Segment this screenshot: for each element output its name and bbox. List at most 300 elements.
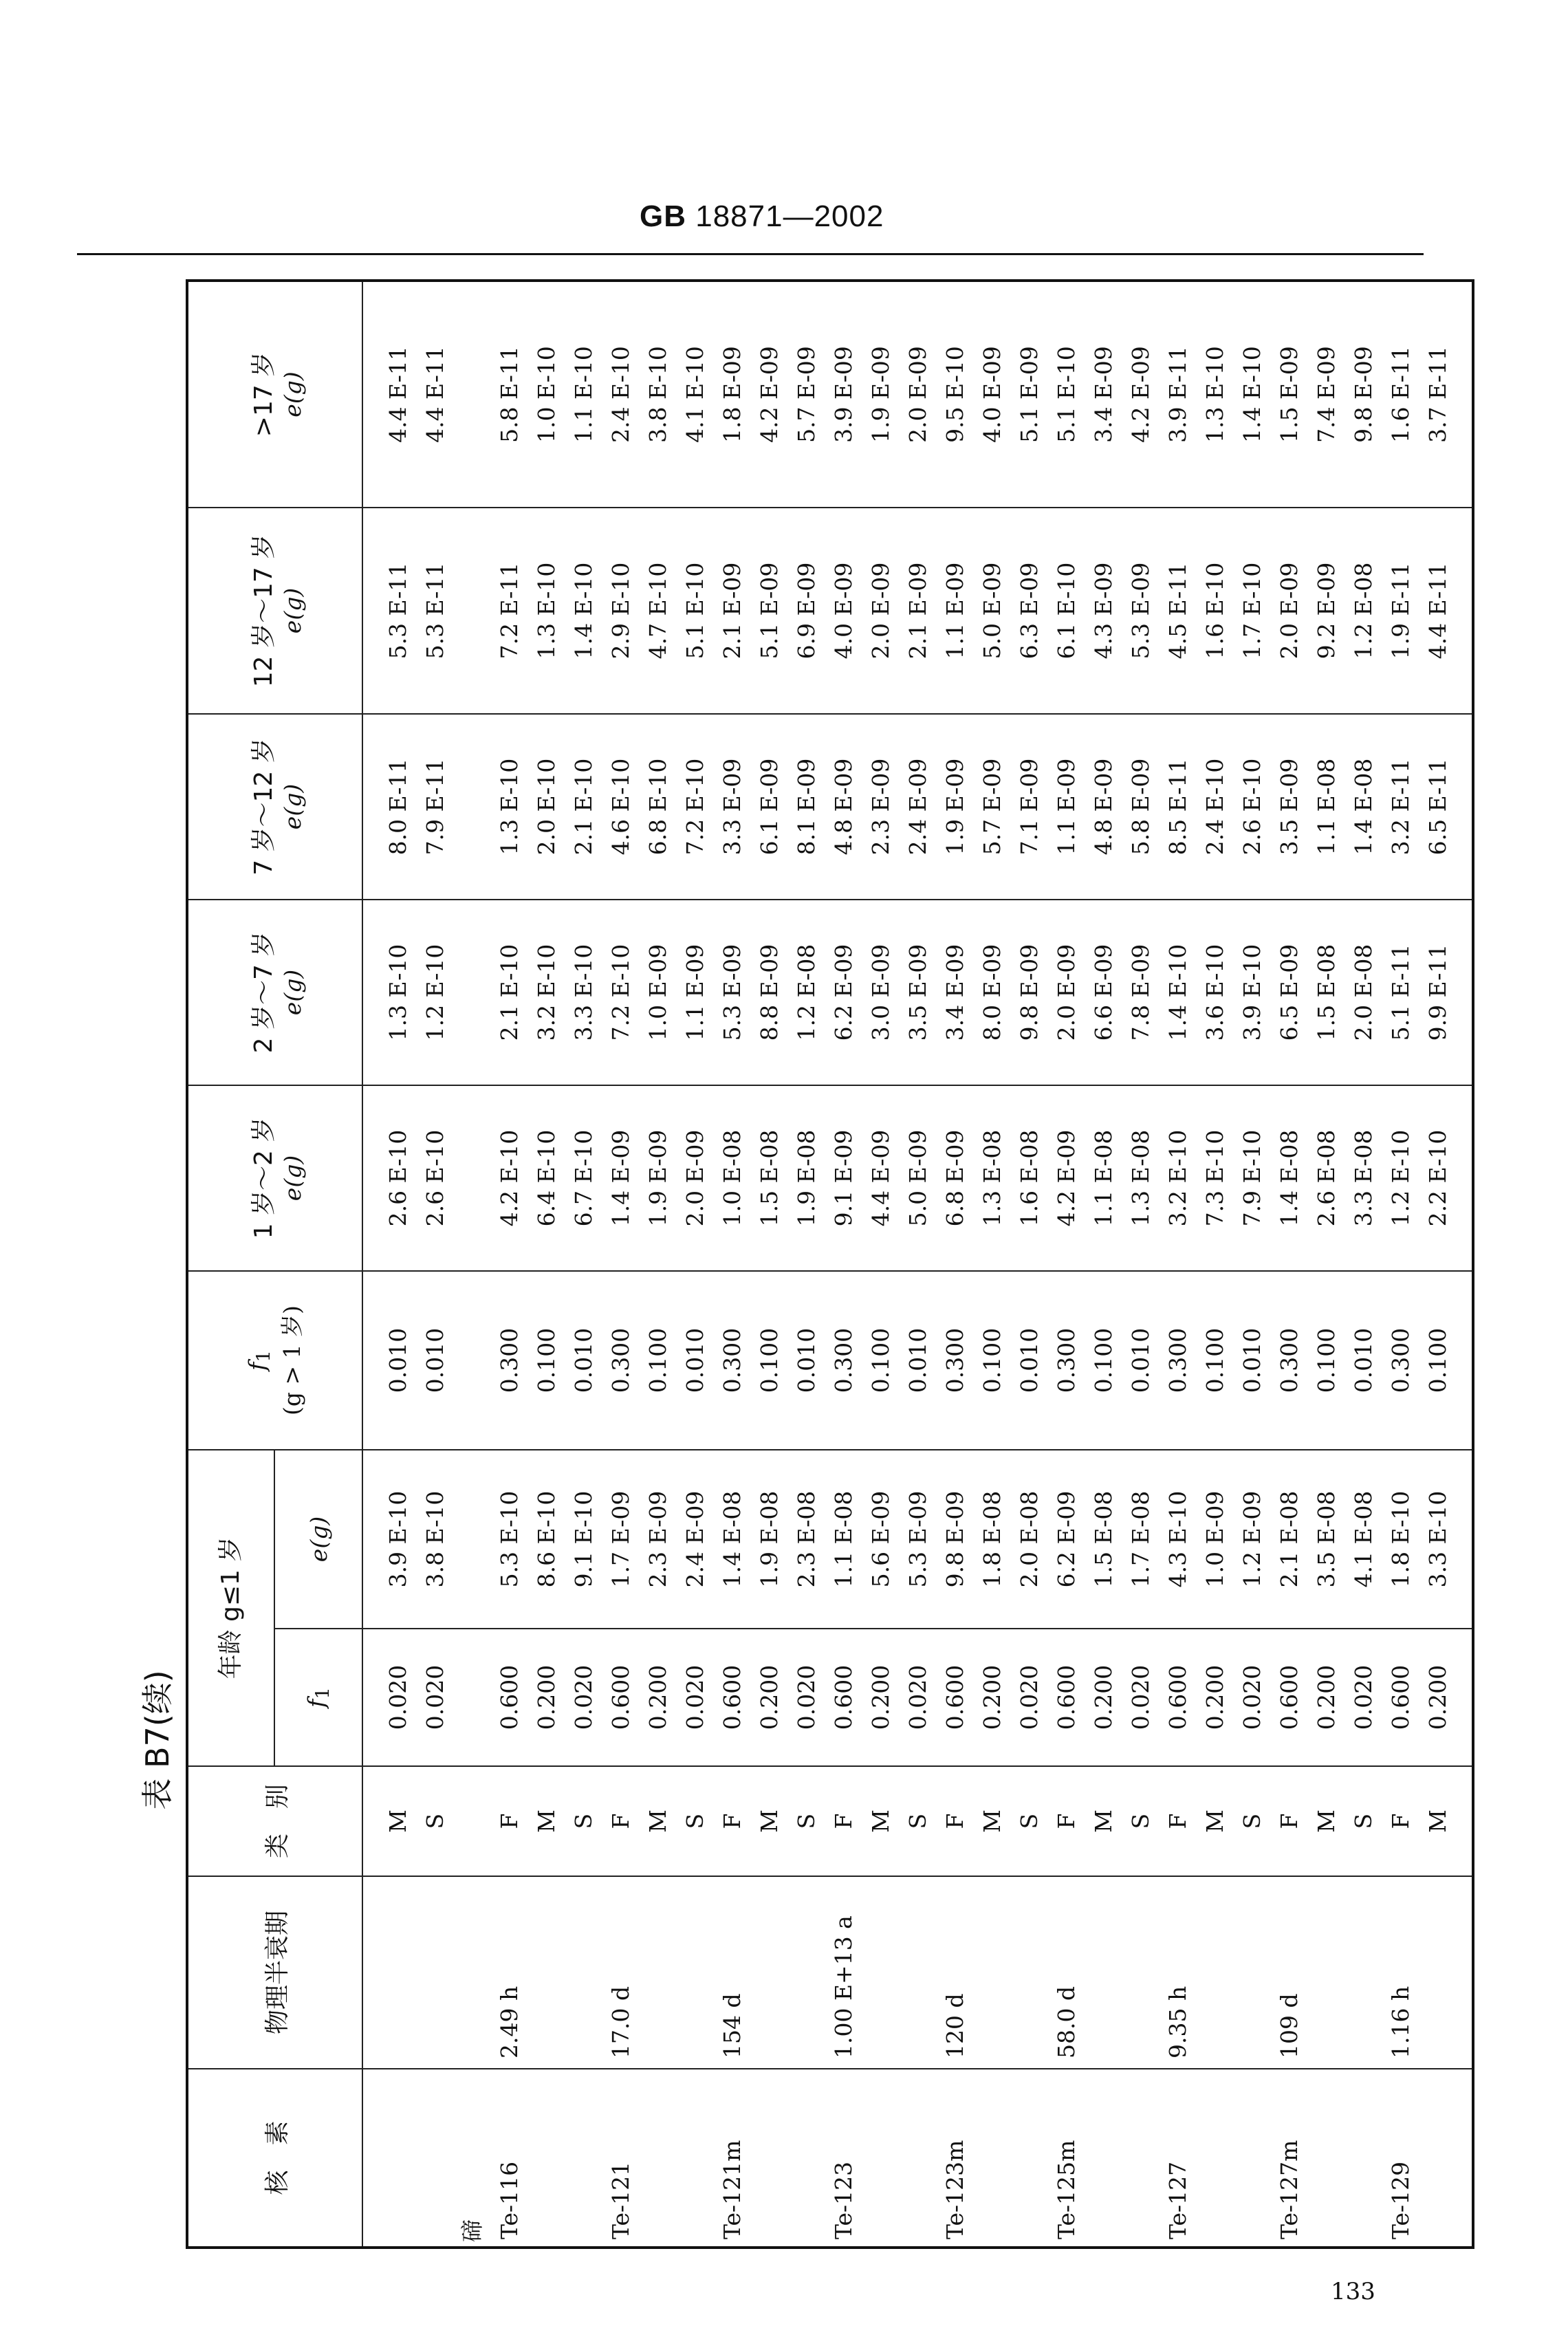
cell-type: M [1085,1766,1122,1876]
cell-e-infant: 5.3 E-10 [491,1450,528,1629]
cell-e17: 3.8 E-10 [640,281,677,508]
cell-e17: 2.0 E-09 [900,281,937,508]
table-row [602,281,640,2248]
cell-e-infant: 2.0 E-08 [1011,1450,1048,1629]
cell-e17: 1.1 E-10 [565,281,602,508]
cell-type: M [1419,1766,1473,1876]
cell-nuclide [862,2069,900,2248]
cell-half-life [362,1876,417,2069]
header-type: 类 别 [187,1766,362,1876]
cell-e7-12: 3.3 E-09 [714,714,751,900]
cell-type: F [1048,1766,1085,1876]
cell-e7-12: 2.4 E-09 [900,714,937,900]
cell-e7-12: 2.0 E-10 [528,714,565,900]
cell-f1: 0.100 [974,1271,1011,1450]
cell-e7-12: 4.6 E-10 [602,714,640,900]
cell-type: F [491,1766,528,1876]
cell-e12-17: 5.3 E-11 [417,508,454,714]
cell-e1-2: 2.6 E-08 [1308,1085,1345,1271]
cell-type: M [751,1766,788,1876]
cell-e-infant: 1.8 E-08 [974,1450,1011,1629]
table-row [1122,281,1159,2248]
cell-e2-7: 1.3 E-10 [362,900,417,1085]
cell-e1-2: 1.4 E-08 [1271,1085,1308,1271]
cell-e17: 7.4 E-09 [1308,281,1345,508]
cell-type: F [602,1766,640,1876]
cell-e2-7: 3.0 E-09 [862,900,900,1085]
cell-e-infant: 4.3 E-10 [1159,1450,1197,1629]
header-eg-infant: e(g) [274,1450,362,1629]
cell-f1-infant: 0.020 [900,1629,937,1766]
cell-f1-infant: 0.020 [1122,1629,1159,1766]
table-row [751,281,788,2248]
cell-half-life [862,1876,900,2069]
cell-e2-7: 2.0 E-09 [1048,900,1085,1085]
cell-f1: 0.100 [1419,1271,1473,1450]
cell-nuclide [1308,2069,1345,2248]
cell-e7-12: 5.8 E-09 [1122,714,1159,900]
cell-f1-infant: 0.200 [640,1629,677,1766]
cell-f1-infant: 0.600 [1271,1629,1308,1766]
header-f1-adult-condition: (g > 1 岁) [279,1305,306,1415]
cell-e-infant: 3.8 E-10 [417,1450,454,1629]
cell-e12-17: 1.3 E-10 [528,508,565,714]
table-caption: 表 B7(续) [139,1670,176,1810]
cell-type: F [825,1766,862,1876]
cell-half-life [1234,1876,1271,2069]
document-header-title [640,199,884,234]
cell-e1-2: 2.0 E-09 [677,1085,714,1271]
cell-half-life [751,1876,788,2069]
cell-e12-17: 6.3 E-09 [1011,508,1048,714]
cell-e17: 1.4 E-10 [1234,281,1271,508]
cell-type: F [937,1766,974,1876]
cell-f1-infant: 0.600 [1048,1629,1085,1766]
cell-f1-infant: 0.600 [714,1629,751,1766]
cell-f1: 0.010 [677,1271,714,1450]
cell-e7-12: 2.3 E-09 [862,714,900,900]
rotated-table-area [132,282,1451,2249]
cell-nuclide [1122,2069,1159,2248]
cell-type: M [1308,1766,1345,1876]
cell-nuclide: Te-129 [1382,2069,1419,2248]
table-row [937,281,974,2248]
cell-e-infant: 9.8 E-09 [937,1450,974,1629]
cell-nuclide [1011,2069,1048,2248]
cell-e12-17: 2.9 E-10 [602,508,640,714]
cell-e17: 9.5 E-10 [937,281,974,508]
empty-cell [454,714,491,900]
cell-type: S [677,1766,714,1876]
table-row [1382,281,1419,2248]
cell-e-infant: 1.4 E-08 [714,1450,751,1629]
empty-cell [454,1766,491,1876]
cell-e7-12: 2.4 E-10 [1197,714,1234,900]
cell-nuclide: Te-125m [1048,2069,1085,2248]
cell-f1-infant: 0.020 [788,1629,825,1766]
cell-e1-2: 6.7 E-10 [565,1085,602,1271]
cell-e17: 4.4 E-11 [362,281,417,508]
header-f1-adult [187,1271,362,1450]
cell-e2-7: 7.8 E-09 [1122,900,1159,1085]
cell-e-infant: 8.6 E-10 [528,1450,565,1629]
cell-e1-2: 1.0 E-08 [714,1085,751,1271]
header-age-17-label: >17 岁 [250,351,278,437]
cell-e12-17: 7.2 E-11 [491,508,528,714]
cell-nuclide [1085,2069,1122,2248]
cell-e7-12: 6.8 E-10 [640,714,677,900]
cell-f1: 0.100 [862,1271,900,1450]
cell-e2-7: 3.9 E-10 [1234,900,1271,1085]
cell-e1-2: 7.3 E-10 [1197,1085,1234,1271]
cell-e7-12: 5.7 E-09 [974,714,1011,900]
cell-f1: 0.010 [565,1271,602,1450]
table-row [417,281,454,2248]
cell-f1-infant: 0.020 [362,1629,417,1766]
table-row [788,281,825,2248]
header-f1-infant [274,1629,362,1766]
cell-half-life [640,1876,677,2069]
cell-e2-7: 8.8 E-09 [751,900,788,1085]
cell-type: S [565,1766,602,1876]
cell-f1: 0.300 [602,1271,640,1450]
cell-e1-2: 1.5 E-08 [751,1085,788,1271]
cell-e2-7: 2.1 E-10 [491,900,528,1085]
cell-e2-7: 3.5 E-09 [900,900,937,1085]
cell-f1-infant: 0.020 [1011,1629,1048,1766]
cell-nuclide [1419,2069,1473,2248]
cell-e2-7: 3.4 E-09 [937,900,974,1085]
cell-half-life: 109 d [1271,1876,1308,2069]
header-f1-infant-symbol: f [303,1699,330,1708]
cell-e7-12: 6.1 E-09 [751,714,788,900]
cell-e1-2: 6.4 E-10 [528,1085,565,1271]
cell-e-infant: 4.1 E-08 [1345,1450,1382,1629]
header-gb-mark: GB [640,199,686,233]
cell-half-life [900,1876,937,2069]
empty-cell [454,281,491,508]
cell-e1-2: 1.9 E-08 [788,1085,825,1271]
cell-f1: 0.100 [1308,1271,1345,1450]
cell-half-life [1085,1876,1122,2069]
cell-e1-2: 3.2 E-10 [1159,1085,1197,1271]
cell-e17: 9.8 E-09 [1345,281,1382,508]
cell-e12-17: 4.7 E-10 [640,508,677,714]
cell-f1: 0.010 [900,1271,937,1450]
cell-e7-12: 1.9 E-09 [937,714,974,900]
cell-e12-17: 2.1 E-09 [714,508,751,714]
empty-cell [454,900,491,1085]
table-row [1345,281,1382,2248]
cell-e12-17: 5.0 E-09 [974,508,1011,714]
cell-e12-17: 5.3 E-11 [362,508,417,714]
cell-e17: 1.5 E-09 [1271,281,1308,508]
cell-f1-infant: 0.200 [862,1629,900,1766]
empty-cell [454,1876,491,2069]
cell-e2-7: 3.3 E-10 [565,900,602,1085]
cell-e7-12: 7.1 E-09 [1011,714,1048,900]
cell-half-life: 1.16 h [1382,1876,1419,2069]
header-age-2-7 [187,900,362,1085]
cell-f1: 0.010 [1122,1271,1159,1450]
cell-e12-17: 6.1 E-10 [1048,508,1085,714]
table-row [1271,281,1308,2248]
cell-e12-17: 1.4 E-10 [565,508,602,714]
cell-e2-7: 3.2 E-10 [528,900,565,1085]
cell-type: S [1234,1766,1271,1876]
table-row [974,281,1011,2248]
table-row [362,281,417,2248]
cell-e7-12: 1.3 E-10 [491,714,528,900]
cell-f1: 0.300 [491,1271,528,1450]
cell-half-life [1419,1876,1473,2069]
cell-e12-17: 4.4 E-11 [1419,508,1473,714]
cell-half-life [677,1876,714,2069]
table-row [677,281,714,2248]
cell-half-life [1197,1876,1234,2069]
table-row [1197,281,1234,2248]
cell-e-infant: 2.3 E-09 [640,1450,677,1629]
header-age-12-17-eg: e(g) [279,587,306,634]
cell-e12-17: 1.6 E-10 [1197,508,1234,714]
cell-e2-7: 5.3 E-09 [714,900,751,1085]
cell-half-life: 2.49 h [491,1876,528,2069]
cell-e-infant: 6.2 E-09 [1048,1450,1085,1629]
table-row [640,281,677,2248]
cell-type: S [788,1766,825,1876]
cell-e2-7: 1.2 E-10 [417,900,454,1085]
cell-type: F [1382,1766,1419,1876]
cell-f1-infant: 0.020 [677,1629,714,1766]
cell-e17: 1.3 E-10 [1197,281,1234,508]
table-row [1234,281,1271,2248]
cell-e12-17: 1.9 E-11 [1382,508,1419,714]
cell-e1-2: 6.8 E-09 [937,1085,974,1271]
cell-nuclide [677,2069,714,2248]
header-age-12-17 [187,508,362,714]
cell-nuclide [1345,2069,1382,2248]
header-infant-age-group: 年龄 g≤1 岁 [187,1450,274,1766]
cell-e-infant: 3.9 E-10 [362,1450,417,1629]
cell-f1-infant: 0.200 [1308,1629,1345,1766]
cell-e17: 3.7 E-11 [1419,281,1473,508]
cell-e2-7: 1.5 E-08 [1308,900,1345,1085]
cell-e1-2: 2.6 E-10 [417,1085,454,1271]
table-group-row [454,281,491,2248]
cell-e12-17: 4.5 E-11 [1159,508,1197,714]
cell-e17: 4.1 E-10 [677,281,714,508]
cell-e-infant: 1.7 E-09 [602,1450,640,1629]
cell-e7-12: 6.5 E-11 [1419,714,1473,900]
cell-type: F [714,1766,751,1876]
cell-e-infant: 1.0 E-09 [1197,1450,1234,1629]
header-f1-infant-subscript: 1 [312,1687,334,1699]
cell-half-life: 9.35 h [1159,1876,1197,2069]
cell-half-life [1011,1876,1048,2069]
cell-f1-infant: 0.600 [937,1629,974,1766]
cell-half-life [1122,1876,1159,2069]
cell-f1: 0.300 [1048,1271,1085,1450]
cell-e1-2: 2.6 E-10 [362,1085,417,1271]
table-row [900,281,937,2248]
cell-f1: 0.100 [751,1271,788,1450]
cell-nuclide: Te-123 [825,2069,862,2248]
cell-e-infant: 9.1 E-10 [565,1450,602,1629]
cell-nuclide: Te-121 [602,2069,640,2248]
header-age-2-7-label: 2 岁～7 岁 [250,931,278,1054]
empty-cell [454,1450,491,1629]
cell-e2-7: 7.2 E-10 [602,900,640,1085]
cell-f1-infant: 0.600 [1382,1629,1419,1766]
cell-f1: 0.010 [417,1271,454,1450]
cell-e1-2: 3.3 E-08 [1345,1085,1382,1271]
cell-e2-7: 9.8 E-09 [1011,900,1048,1085]
cell-e12-17: 5.1 E-10 [677,508,714,714]
cell-e2-7: 6.5 E-09 [1271,900,1308,1085]
page-number: 133 [1331,2278,1375,2305]
cell-type: F [1159,1766,1197,1876]
header-age-7-12-eg: e(g) [279,783,306,830]
dose-coefficient-table [186,279,1474,2249]
cell-e1-2: 4.4 E-09 [862,1085,900,1271]
cell-e-infant: 2.1 E-08 [1271,1450,1308,1629]
cell-e7-12: 7.9 E-11 [417,714,454,900]
cell-e2-7: 5.1 E-11 [1382,900,1419,1085]
cell-e2-7: 6.2 E-09 [825,900,862,1085]
cell-e-infant: 1.1 E-08 [825,1450,862,1629]
header-half-life: 物理半衰期 [187,1876,362,2069]
cell-e7-12: 4.8 E-09 [825,714,862,900]
cell-e7-12: 1.4 E-08 [1345,714,1382,900]
cell-e12-17: 9.2 E-09 [1308,508,1345,714]
table-row [1308,281,1345,2248]
cell-f1: 0.300 [1382,1271,1419,1450]
cell-e17: 4.2 E-09 [751,281,788,508]
cell-e2-7: 3.6 E-10 [1197,900,1234,1085]
cell-e17: 5.8 E-11 [491,281,528,508]
table-row [1419,281,1473,2248]
empty-cell [454,508,491,714]
cell-e-infant: 1.2 E-09 [1234,1450,1271,1629]
cell-e-infant: 2.3 E-08 [788,1450,825,1629]
cell-e17: 3.9 E-11 [1159,281,1197,508]
cell-f1: 0.300 [1271,1271,1308,1450]
cell-e7-12: 1.1 E-09 [1048,714,1085,900]
cell-e12-17: 4.0 E-09 [825,508,862,714]
table-row [862,281,900,2248]
cell-nuclide [362,2069,417,2248]
cell-e1-2: 1.3 E-08 [974,1085,1011,1271]
cell-nuclide [974,2069,1011,2248]
cell-half-life [788,1876,825,2069]
cell-nuclide [900,2069,937,2248]
cell-half-life [417,1876,454,2069]
cell-nuclide [1197,2069,1234,2248]
cell-nuclide [788,2069,825,2248]
cell-e1-2: 2.2 E-10 [1419,1085,1473,1271]
cell-e17: 1.0 E-10 [528,281,565,508]
cell-e7-12: 3.5 E-09 [1271,714,1308,900]
cell-f1: 0.300 [937,1271,974,1450]
table-row [1085,281,1122,2248]
cell-type: M [1197,1766,1234,1876]
table-row [565,281,602,2248]
cell-half-life: 1.00 E+13 a [825,1876,862,2069]
cell-half-life: 120 d [937,1876,974,2069]
cell-e7-12: 2.6 E-10 [1234,714,1271,900]
cell-e17: 1.6 E-11 [1382,281,1419,508]
cell-nuclide [528,2069,565,2248]
cell-e17: 1.9 E-09 [862,281,900,508]
cell-half-life [1345,1876,1382,2069]
header-age-1-2-eg: e(g) [279,1155,306,1202]
table-row [1048,281,1085,2248]
table-row [1011,281,1048,2248]
cell-half-life [528,1876,565,2069]
cell-e-infant: 5.6 E-09 [862,1450,900,1629]
cell-e-infant: 5.3 E-09 [900,1450,937,1629]
cell-e7-12: 7.2 E-10 [677,714,714,900]
header-age-17-eg: e(g) [279,371,306,417]
cell-e-infant: 1.8 E-10 [1382,1450,1419,1629]
cell-e2-7: 1.4 E-10 [1159,900,1197,1085]
cell-e17: 4.0 E-09 [974,281,1011,508]
cell-type: M [640,1766,677,1876]
header-f1-adult-subscript: 1 [252,1350,275,1362]
cell-e17: 5.1 E-10 [1048,281,1085,508]
cell-e1-2: 5.0 E-09 [900,1085,937,1271]
cell-e2-7: 6.6 E-09 [1085,900,1122,1085]
cell-e1-2: 4.2 E-10 [491,1085,528,1271]
cell-e12-17: 1.7 E-10 [1234,508,1271,714]
cell-e17: 4.4 E-11 [417,281,454,508]
table-row [528,281,565,2248]
cell-e2-7: 9.9 E-11 [1419,900,1473,1085]
cell-e12-17: 5.1 E-09 [751,508,788,714]
header-standard-number: 18871—2002 [686,199,884,233]
cell-f1-infant: 0.020 [1345,1629,1382,1766]
header-age-1-2 [187,1085,362,1271]
cell-e17: 2.4 E-10 [602,281,640,508]
cell-e12-17: 2.0 E-09 [862,508,900,714]
cell-type: S [1011,1766,1048,1876]
cell-e17: 3.9 E-09 [825,281,862,508]
cell-e12-17: 4.3 E-09 [1085,508,1122,714]
cell-e-infant: 3.5 E-08 [1308,1450,1345,1629]
cell-f1: 0.100 [528,1271,565,1450]
cell-f1: 0.010 [788,1271,825,1450]
cell-f1-infant: 0.200 [1085,1629,1122,1766]
cell-nuclide [417,2069,454,2248]
cell-e1-2: 4.2 E-09 [1048,1085,1085,1271]
cell-e17: 3.4 E-09 [1085,281,1122,508]
cell-half-life [565,1876,602,2069]
empty-cell [454,1271,491,1450]
header-age-17-plus [187,281,362,508]
cell-e2-7: 1.1 E-09 [677,900,714,1085]
cell-e-infant: 3.3 E-10 [1419,1450,1473,1629]
cell-e-infant: 2.4 E-09 [677,1450,714,1629]
cell-e12-17: 2.0 E-09 [1271,508,1308,714]
cell-nuclide [1234,2069,1271,2248]
cell-f1-infant: 0.200 [974,1629,1011,1766]
cell-e2-7: 1.2 E-08 [788,900,825,1085]
cell-nuclide: Te-127 [1159,2069,1197,2248]
cell-e7-12: 2.1 E-10 [565,714,602,900]
header-age-7-12 [187,714,362,900]
header-rule [77,253,1424,255]
cell-half-life [1308,1876,1345,2069]
